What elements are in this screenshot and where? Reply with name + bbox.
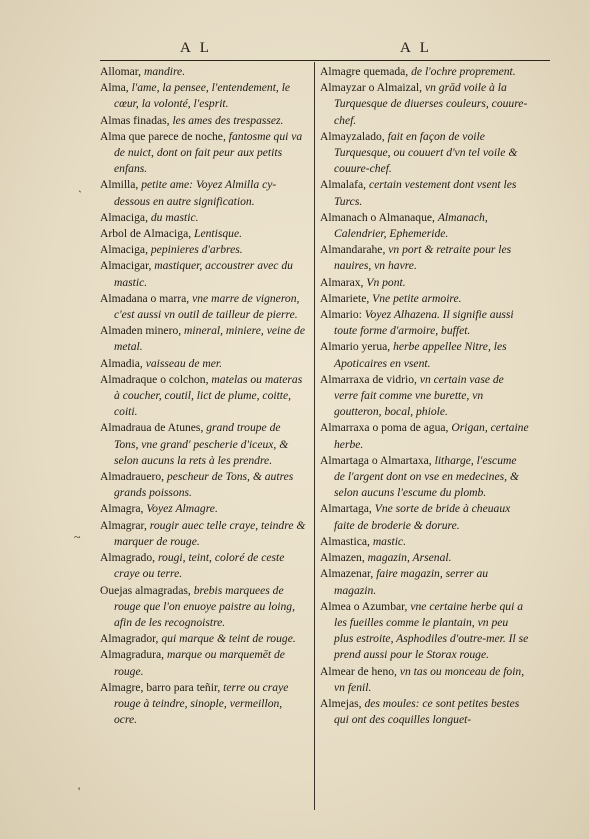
headword: Almaden minero, [100,324,185,338]
left-column [100,64,307,728]
headword: Almartaga o Almartaxa, [320,453,435,467]
definition: rougir auec telle craye, teindre & marquer de rouge. [114,518,306,548]
headword: Allomar, [100,65,144,78]
headword: Almadraque o colchon, [100,372,212,386]
headword: Almayzar o Almaizal, [320,81,425,95]
header-right: A L [400,40,432,56]
dictionary-entry [100,518,307,550]
definition: mastiquer, accoustrer avec du mastic. [114,259,293,289]
dictionary-entry [320,550,530,566]
dictionary-entry [100,210,307,226]
headword: Almacigar, [100,259,155,273]
headword: Almarax, [320,275,367,289]
definition: Vne petite armoire. [372,291,462,305]
dictionary-entry [320,129,530,178]
definition: vn grād voile à la Turquesque de diuerses couleurs, couure-chef. [334,81,528,127]
headword: Almagre, barro para teñir, [100,680,224,694]
dictionary-entry [100,64,307,80]
dictionary-entry [320,275,530,291]
headword: Almayzalado, [320,129,388,143]
margin-mark: ~ [74,530,81,544]
definition: faire magazin, serrer au magazin. [334,567,489,597]
dictionary-entry [100,647,307,679]
definition: Vne sorte de bride à cheuaux faite de broderie & dorure. [334,502,511,532]
dictionary-entry [320,501,530,533]
dictionary-entry [320,664,530,696]
headword: Almastica, [320,534,373,548]
headword: Almartaga, [320,502,375,516]
dictionary-entry [100,550,307,582]
definition: mandire. [143,65,186,78]
headword: Almagrador, [100,632,162,646]
headword: Almadrauero, [100,470,167,484]
headword: Almaciga, [100,243,151,257]
definition: vn port & retraite pour les nauires, vn havre. [334,243,512,273]
headword: Almaciga, [100,210,151,224]
headword: Almalafa, [320,178,369,192]
dictionary-entry [320,80,530,129]
definition: vaisseau de mer. [145,356,223,370]
definition: Origan, certaine herbe. [334,421,529,451]
definition: certain vestement dont vsent les Turcs. [334,178,517,208]
definition: fait en façon de voile Turquesque, ou couuert d'vn tel voile & couure-chef. [334,129,518,176]
definition: du mastic. [150,210,199,224]
headword: Almear de heno, [320,664,400,678]
dictionary-entry [320,307,530,339]
definition: grand troupe de Tons, vne grand' pescherie d'iceux, & selon aucuns la rets à les prendre. [114,421,289,467]
dictionary-entry [100,501,307,517]
definition: Vn pont. [366,275,406,289]
dictionary-entry [320,696,530,728]
headword: Almas finadas, [100,113,173,127]
dictionary-entry [100,258,307,290]
headword: Ouejas almagradas, [100,583,194,597]
definition: mastic. [372,534,406,548]
headword: Almagrado, [100,551,158,565]
headword: Almanach o Almanaque, [320,210,438,224]
definition: vn tas ou monceau de foin, vn fenil. [334,664,525,694]
dictionary-entry [100,469,307,501]
dictionary-entry [100,226,307,242]
definition: herbe appellee Nitre, les Apoticaires en vsent. [334,340,507,370]
dictionary-entry [320,534,530,550]
headword: Almario yerua, [320,340,394,354]
headword: Almejas, [320,696,365,710]
dictionary-entry [100,631,307,647]
definition: rougi, teint, coloré de ceste craye ou terre. [114,551,285,581]
definition: vne marre de vigneron, c'est aussi vn outil de tailleur de pierre. [114,291,300,322]
headword: Almazen, [320,551,368,565]
dictionary-entry [100,680,307,729]
definition: brebis marquees de rouge que l'on enuoye paistre au loing, afin de les recognoistre. [114,583,295,629]
headword: Almario: [320,308,365,322]
dictionary-entry [320,242,530,274]
dictionary-entry [100,420,307,469]
headword: Almea o Azumbar, [320,599,411,613]
headword: Alma que parece de noche, [100,129,229,143]
definition: petite ame: Voyez Almilla cy-dessous en autre signification. [114,178,277,208]
dictionary-entry [320,177,530,209]
column-divider [314,62,315,810]
headword: Almandarahe, [320,243,389,257]
headword: Almagre quemada, [320,65,412,78]
definition: de l'ochre proprement. [411,65,516,78]
dictionary-entry [100,242,307,258]
dictionary-entry [320,210,530,242]
headword: Almagra, [100,502,147,516]
headword: Almadia, [100,356,146,370]
definition: des moules: ce sont petites bestes qui ont des coquilles longuet- [334,696,520,727]
definition: mineral, miniere, veine de metal. [114,324,305,354]
dictionary-entry [320,453,530,502]
definition: magazin, Arsenal. [367,551,452,565]
definition: Almanach, Calendrier, Ephemeride. [334,210,488,241]
definition: matelas ou materas à coucher, coutil, lict de plume, coitte, coiti. [114,372,303,419]
margin-mark: ' [78,784,81,798]
running-header [100,38,550,61]
dictionary-entry [320,64,530,80]
headword: Almadana o marra, [100,291,193,305]
headword: Almariete, [320,291,373,305]
definition: terre ou craye rouge à teindre, sinople, vermeillon, ocre. [114,680,289,727]
dictionary-entry [320,339,530,371]
headword: Almadraua de Atunes, [100,421,207,435]
definition: Lentisque. [194,227,242,241]
definition: pescheur de Tons, & autres grands poissons. [114,470,294,500]
right-column [320,64,530,728]
definition: vne certaine herbe qui a les fueilles comme le plantain, vn peu plus estroite, Asphodiles d'outre-mer. Il se prend aussi pour le Storax rouge. [334,599,529,662]
definition: pepinieres d'arbres. [150,243,243,257]
headword: Almarraxa o poma de agua, [320,421,452,435]
dictionary-entry [100,177,307,209]
definition: l'ame, la pensee, l'entendement, le cœur, la volonté, l'esprit. [114,81,291,111]
headword: Arbol de Almaciga, [100,227,195,241]
margin-mark: ` [78,188,82,202]
dictionary-entry [320,566,530,598]
dictionary-entry [100,80,307,112]
dictionary-entry [320,291,530,307]
headword: Almarraxa de vidrio, [320,372,420,386]
headword: Almagradura, [100,648,167,662]
definition: les ames des trespassez. [172,113,284,127]
headword: Almazenar, [320,567,377,581]
dictionary-entry [100,583,307,632]
header-left: A L [180,40,212,56]
dictionary-entry [100,291,307,323]
dictionary-entry [100,323,307,355]
definition: marque ou marquemēt de rouge. [114,648,285,678]
dictionary-entry [320,372,530,421]
headword: Almagrar, [100,518,150,532]
dictionary-entry [320,599,530,664]
dictionary-entry [100,372,307,421]
dictionary-entry [100,129,307,178]
definition: fantosme qui va de nuict, dont on fait peur aux petits enfans. [114,129,303,176]
headword: Alma, [100,81,132,95]
dictionary-entry [320,420,530,452]
definition: Voyez Alhazena. Il signifie aussi toute forme d'armoire, buffet. [334,308,514,338]
definition: Voyez Almagre. [146,502,218,516]
definition: litharge, l'escume de l'argent dont on vse en medecines, & selon aucuns l'escume du plomb. [334,453,519,500]
definition: qui marque & teint de rouge. [161,632,296,646]
dictionary-entry [100,356,307,372]
definition: vn certain vase de verre fait comme vne burette, vn goutteron, bocal, phiole. [334,372,504,419]
dictionary-entry [100,113,307,129]
headword: Almilla, [100,178,142,192]
